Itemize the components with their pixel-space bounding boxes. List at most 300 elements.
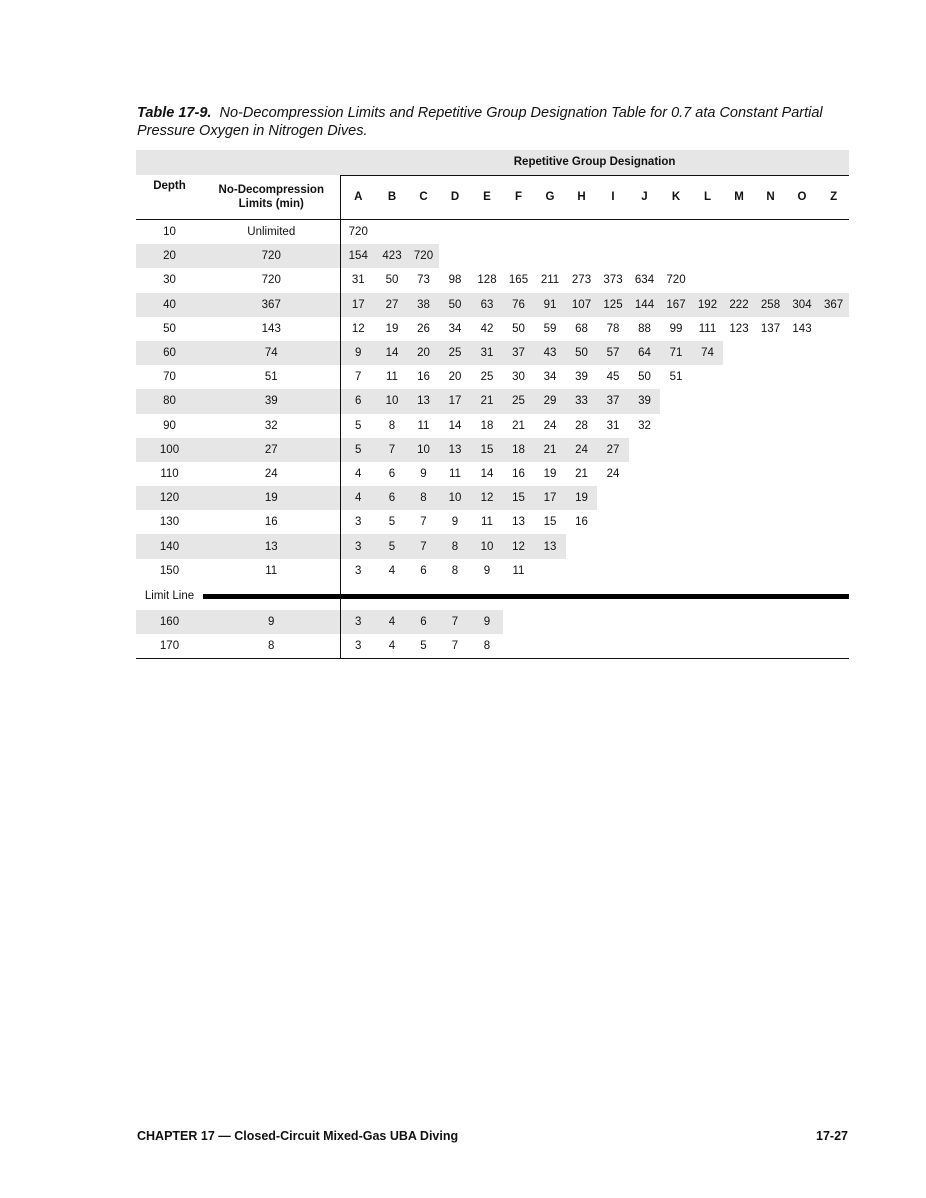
group-value-cell: 34 [448,322,462,335]
group-value-cell [818,486,849,510]
group-value-cell: 39 [629,389,660,413]
group-value-cell: 3 [340,510,376,534]
group-value-cell: 9 [483,564,491,577]
table-row [136,559,849,583]
group-value-cell: 27 [597,438,629,462]
group-value-cell [692,486,723,510]
table-row [136,389,849,413]
group-header-o: O [786,175,818,220]
group-value-cell [818,559,849,583]
group-value-cell [755,462,786,486]
group-value-cell: 16 [512,467,525,480]
group-value-cell [755,341,786,365]
group-value-cell [471,244,503,268]
group-value-cell [818,365,849,389]
group-value-cell: 31 [340,268,376,292]
group-value-cell [818,438,849,462]
group-header-d: D [439,175,471,220]
group-value-cell: 63 [471,293,503,317]
group-value-cell: 5 [340,438,376,462]
depth-cell: 20 [136,244,203,268]
group-header-b: B [376,175,408,220]
group-value-cell [597,534,629,558]
limits-header-line2: Limits (min) [238,198,304,210]
group-value-cell [566,634,597,659]
group-value-cell [660,634,692,659]
group-value-cell [534,220,566,245]
group-value-cell: 74 [692,341,723,365]
group-value-cell: 5 [388,516,396,529]
group-value-cell [723,365,755,389]
group-value-cell: 6 [388,467,396,480]
group-value-cell [534,610,566,634]
group-value-cell [629,534,660,558]
group-value-cell [723,462,755,486]
group-value-cell [566,220,597,245]
group-value-cell: 4 [340,486,376,510]
group-header-f: F [503,175,534,220]
group-value-cell: 31 [471,341,503,365]
group-value-cell: 29 [534,389,566,413]
group-value-cell [376,220,408,245]
group-value-cell [755,244,786,268]
group-value-cell [786,486,818,510]
group-value-cell [818,462,849,486]
group-value-cell [692,510,723,534]
table-number: Table 17-9. [137,105,212,121]
group-value-cell [692,268,723,292]
group-value-cell [818,317,849,341]
depth-cell: 160 [136,610,203,634]
group-value-cell: 720 [666,274,686,287]
group-value-cell [755,486,786,510]
limit-cell: 8 [203,634,340,659]
group-value-cell: 99 [669,322,683,335]
table-row [136,414,849,438]
group-value-cell [692,559,723,583]
group-value-cell [597,244,629,268]
group-value-cell [723,534,755,558]
group-value-cell [818,244,849,268]
group-value-cell: 13 [439,438,471,462]
group-value-cell: 50 [439,293,471,317]
group-value-cell [723,414,755,438]
limit-cell: 39 [203,389,340,413]
group-value-cell: 14 [480,467,494,480]
group-value-cell [723,610,755,634]
group-value-cell [723,634,755,659]
group-value-cell: 3 [340,610,376,634]
group-value-cell: 45 [606,371,620,384]
group-value-cell: 26 [417,322,430,335]
group-value-cell: 64 [629,341,660,365]
group-value-cell: 37 [503,341,534,365]
limit-cell: 16 [264,516,278,529]
chapter-title: CHAPTER 17 — Closed-Circuit Mixed-Gas UBA Diving [137,1129,459,1143]
group-value-cell [786,559,818,583]
group-value-cell: 6 [420,564,427,577]
group-value-cell [786,438,818,462]
group-value-cell: 111 [698,322,717,335]
group-value-cell: 76 [503,293,534,317]
group-value-cell: 7 [439,634,471,659]
group-value-cell [660,389,692,413]
group-value-cell [692,462,723,486]
group-value-cell: 50 [566,341,597,365]
group-value-cell: 98 [448,274,462,287]
group-value-cell: 17 [534,486,566,510]
group-value-cell: 88 [638,322,651,335]
group-value-cell: 91 [534,293,566,317]
group-value-cell: 16 [575,516,588,529]
group-value-cell: 6 [376,486,408,510]
depth-cell: 10 [163,226,176,239]
group-value-cell: 18 [503,438,534,462]
group-value-cell [660,534,692,558]
group-value-cell: 192 [692,293,723,317]
table-row [136,244,849,268]
group-value-cell: 4 [376,610,408,634]
group-value-cell: 25 [480,371,494,384]
group-value-cell [723,389,755,413]
group-value-cell: 19 [385,322,399,335]
group-value-cell: 13 [408,389,439,413]
group-value-cell [439,244,471,268]
group-value-cell: 11 [386,371,398,384]
group-value-cell: 8 [471,634,503,659]
group-value-cell: 11 [449,467,461,480]
depth-cell: 60 [136,341,203,365]
limits-header-line1: No-Decompression [218,184,324,196]
group-value-cell: 11 [417,419,430,432]
group-value-cell [660,438,692,462]
group-header-k: K [660,175,692,220]
group-value-cell: 258 [755,293,786,317]
depth-cell: 170 [136,634,203,659]
page-number: 17-27 [816,1129,848,1143]
group-value-cell [408,220,439,245]
depth-cell: 50 [163,322,176,335]
group-value-cell [692,389,723,413]
group-value-cell [818,510,849,534]
group-value-cell [566,610,597,634]
table-row [136,293,849,317]
group-value-cell [692,414,723,438]
group-value-cell: 5 [340,414,376,438]
group-value-cell: 24 [606,467,620,480]
group-value-cell: 143 [792,322,812,335]
group-value-cell: 304 [786,293,818,317]
group-value-cell [692,220,723,245]
group-value-cell [818,389,849,413]
table-row [136,534,849,558]
group-value-cell: 8 [388,419,396,432]
no-decompression-table [136,150,849,659]
group-value-cell: 8 [408,486,439,510]
group-value-cell [660,244,692,268]
table-row [136,634,849,659]
group-value-cell: 125 [597,293,629,317]
group-value-cell [786,510,818,534]
table-row [136,510,849,534]
group-value-cell [818,534,849,558]
group-value-cell [723,341,755,365]
group-value-cell [723,244,755,268]
limit-cell: 9 [203,610,340,634]
group-value-cell [755,438,786,462]
depth-cell: 70 [163,371,176,384]
limit-line-bar-right [340,583,849,610]
group-value-cell: 14 [448,419,462,432]
group-value-cell: 6 [340,389,376,413]
group-value-cell: 51 [669,371,683,384]
group-value-cell [818,268,849,292]
group-value-cell: 423 [376,244,408,268]
group-value-cell: 720 [340,220,376,245]
group-value-cell: 10 [471,534,503,558]
group-value-cell: 17 [439,389,471,413]
group-value-cell: 11 [481,516,493,529]
group-value-cell [692,610,723,634]
group-value-cell [723,559,755,583]
group-value-cell: 211 [540,274,560,287]
group-value-cell [597,559,629,583]
group-value-cell [597,634,629,659]
group-value-cell: 154 [340,244,376,268]
group-value-cell: 34 [543,371,557,384]
group-value-cell: 33 [566,389,597,413]
group-value-cell: 21 [471,389,503,413]
group-value-cell: 144 [629,293,660,317]
group-value-cell: 21 [575,467,588,480]
table-row [136,317,849,341]
group-value-cell [818,220,849,245]
group-value-cell: 13 [512,516,525,529]
group-value-cell: 42 [480,322,494,335]
group-value-cell: 6 [408,610,439,634]
group-value-cell [723,438,755,462]
group-value-cell: 30 [512,371,525,384]
group-value-cell: 10 [439,486,471,510]
group-value-cell [818,414,849,438]
group-value-cell [660,414,692,438]
group-value-cell [723,510,755,534]
group-value-cell: 367 [818,293,849,317]
table-title: No-Decompression Limits and Repetitive Group Designation Table for 0.7 ata Constant Partial Pressure Oxygen in Nitrogen Dives. [137,105,823,139]
group-header-l: L [692,175,723,220]
group-value-cell: 31 [606,419,620,432]
group-header-j: J [629,175,660,220]
group-value-cell [786,462,818,486]
group-value-cell [597,220,629,245]
group-value-cell: 123 [729,322,749,335]
depth-cell: 30 [163,274,176,287]
group-value-cell: 3 [340,634,376,659]
limit-line-row [136,583,849,610]
limit-line-bar-left [203,583,340,610]
group-value-cell [660,510,692,534]
group-value-cell: 9 [451,516,459,529]
group-value-cell: 720 [408,244,439,268]
limit-cell: 32 [264,419,278,432]
limit-cell: 11 [265,564,278,577]
group-value-cell: 3 [340,559,376,583]
group-value-cell [818,610,849,634]
repetitive-group-header: Repetitive Group Designation [340,150,849,175]
group-value-cell [566,534,597,558]
group-value-cell: 5 [376,534,408,558]
group-value-cell: 14 [376,341,408,365]
group-value-cell: 167 [660,293,692,317]
group-value-cell: 7 [420,516,427,529]
group-value-cell [692,634,723,659]
limit-cell: 143 [261,322,281,335]
group-value-cell [629,610,660,634]
group-value-cell [755,365,786,389]
group-value-cell [629,634,660,659]
group-value-cell: 68 [575,322,588,335]
group-value-cell [503,634,534,659]
depth-cell: 130 [159,516,180,529]
group-value-cell [692,534,723,558]
group-value-cell: 9 [471,610,503,634]
table-row [136,268,849,292]
group-value-cell [503,220,534,245]
group-value-cell [629,438,660,462]
group-value-cell [566,559,597,583]
group-value-cell [786,610,818,634]
table-row [136,462,849,486]
group-value-cell: 12 [503,534,534,558]
group-value-cell [755,559,786,583]
group-value-cell: 78 [606,322,620,335]
group-value-cell: 16 [417,371,430,384]
group-value-cell [597,610,629,634]
group-value-cell [755,510,786,534]
group-value-cell: 15 [471,438,503,462]
limit-cell: Unlimited [247,226,296,239]
group-value-cell: 8 [451,564,459,577]
group-value-cell [723,220,755,245]
limit-line-label: Limit Line [144,590,195,603]
group-value-cell: 137 [760,322,781,335]
group-value-cell: 13 [534,534,566,558]
group-value-cell [786,268,818,292]
group-value-cell [660,486,692,510]
group-value-cell: 38 [408,293,439,317]
group-value-cell: 4 [388,564,396,577]
group-value-cell: 7 [439,610,471,634]
group-value-cell [755,610,786,634]
limit-cell: 74 [203,341,340,365]
table-body [136,220,849,659]
page-footer [137,1129,848,1143]
group-value-cell [755,534,786,558]
group-value-cell: 7 [408,534,439,558]
group-value-cell: 12 [471,486,503,510]
group-value-cell: 73 [417,274,430,287]
group-value-cell [597,510,629,534]
group-value-cell: 10 [376,389,408,413]
depth-cell: 110 [160,467,179,480]
group-header-e: E [471,175,503,220]
table-row [136,220,849,245]
group-header-g: G [534,175,566,220]
group-value-cell [755,414,786,438]
limit-cell: 720 [261,274,281,287]
depth-cell: 80 [136,389,203,413]
group-value-cell [439,220,471,245]
group-value-cell [629,244,660,268]
column-header-row [136,175,849,220]
group-value-cell: 24 [543,419,557,432]
group-value-cell [534,559,566,583]
group-value-cell: 71 [660,341,692,365]
group-value-cell: 19 [566,486,597,510]
group-value-cell: 3 [340,534,376,558]
group-value-cell: 21 [512,419,525,432]
group-value-cell [786,341,818,365]
group-value-cell [503,610,534,634]
group-value-cell: 10 [408,438,439,462]
depth-cell: 140 [136,534,203,558]
group-value-cell: 373 [603,274,623,287]
group-value-cell [629,510,660,534]
group-value-cell: 43 [534,341,566,365]
group-value-cell: 8 [439,534,471,558]
table-row [136,610,849,634]
group-value-cell [818,341,849,365]
depth-cell: 100 [136,438,203,462]
group-value-cell [755,389,786,413]
group-value-cell [755,268,786,292]
group-header-h: H [566,175,597,220]
group-value-cell: 15 [503,486,534,510]
group-value-cell [723,486,755,510]
group-value-cell: 15 [543,516,557,529]
table-row [136,341,849,365]
group-value-cell: 19 [543,467,557,480]
limit-cell: 720 [203,244,340,268]
header-blank [136,150,340,175]
group-value-cell [629,559,660,583]
group-value-cell [660,462,692,486]
group-value-cell [660,559,692,583]
group-header-m: M [723,175,755,220]
group-value-cell [660,610,692,634]
group-value-cell [786,534,818,558]
group-value-cell: 17 [340,293,376,317]
group-header-c: C [408,175,439,220]
group-value-cell: 222 [723,293,755,317]
group-value-cell [534,244,566,268]
depth-cell: 90 [163,419,176,432]
limit-cell: 19 [203,486,340,510]
group-value-cell: 50 [512,322,525,335]
group-value-cell: 128 [477,274,497,287]
group-value-cell: 32 [638,419,651,432]
limit-cell: 51 [264,371,278,384]
group-value-cell [660,220,692,245]
group-value-cell: 59 [543,322,557,335]
group-value-cell: 25 [503,389,534,413]
limit-cell: 27 [203,438,340,462]
group-value-cell: 50 [385,274,399,287]
group-value-cell: 9 [420,467,427,480]
table-row [136,438,849,462]
group-value-cell [786,634,818,659]
group-value-cell [786,365,818,389]
